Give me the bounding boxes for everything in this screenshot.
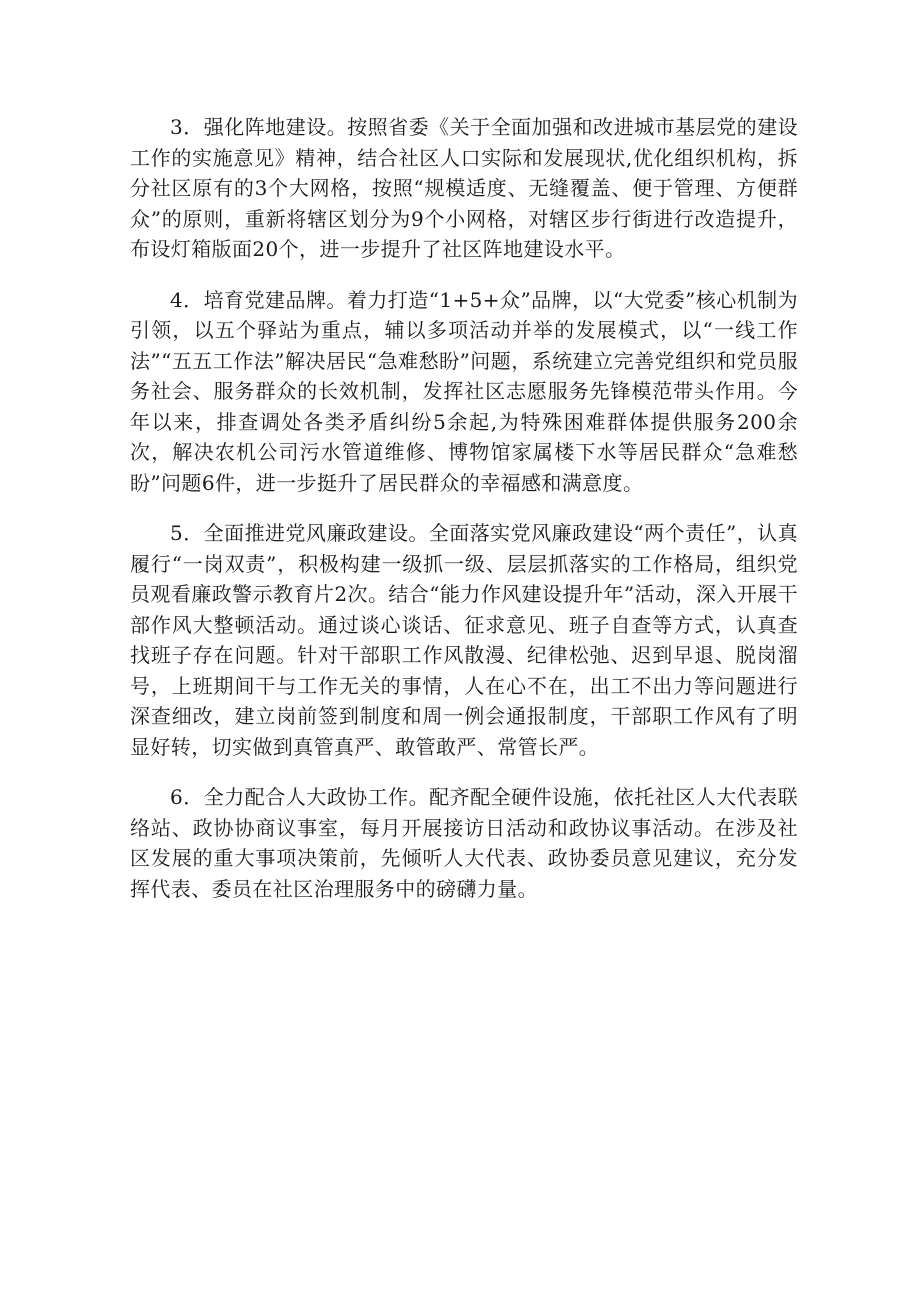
paragraph-4-party-brand: 4．培育党建品牌。着力打造“1+5+众”品牌，以“大党委”核心机制为引领，以五个驿站为重点，辅以多项活动并举的发展模式，以“一线工作法”“五五工作法”解决居民“急难愁盼”问题，系统建立完善党组织和党员服务社会、服务群众的长效机制，发挥社区志愿服务先锋模范带头作用。今年以来，排查调处各类矛盾纠纷5余起,为特殊困难群体提供服务200余次，解决农机公司污水管道维修、博物馆家属楼下水等居民群众“急难愁盼”问题6件，进一步挺升了居民群众的幸福感和满意度。 <box>130 287 798 495</box>
paragraph-3-position-building: 3．强化阵地建设。按照省委《关于全面加强和改进城市基层党的建设工作的实施意见》精神，结合社区人口实际和发展现状,优化组织机构，拆分社区原有的3个大网格，按照“规模适度、无缝覆盖、便于管理、方便群众”的原则，重新将辖区划分为9个小网格，对辖区步行街进行改造提升，布设灯箱版面20个，进一步提升了社区阵地建设水平。 <box>130 115 798 261</box>
document-body <box>130 112 798 924</box>
paragraph-6-npc-cppcc-work: 6．全力配合人大政协工作。配齐配全硬件设施，依托社区人大代表联络站、政协协商议事室，每月开展接访日活动和政协议事活动。在涉及社区发展的重大事项决策前，先倾听人大代表、政协委员意见建议，充分发挥代表、委员在社区治理服务中的磅礴力量。 <box>130 785 798 901</box>
paragraph-5-clean-governance: 5．全面推进党风廉政建设。全面落实党风廉政建设“两个责任”，认真履行“一岗双责”，积极构建一级抓一级、层层抓落实的工作格局，组织党员观看廉政警示教育片2次。结合“能力作风建设提升年”活动，深入开展干部作风大整顿活动。通过谈心谈话、征求意见、班子自查等方式，认真查找班子存在问题。针对干部职工作风散漫、纪律松弛、迟到早退、脱岗溜号，上班期间干与工作无关的事情，人在心不在，出工不出力等问题进行深查细改，建立岗前签到制度和周一例会通报制度，干部职工作风有了明显好转，切实做到真管真严、敢管敢严、常管长严。 <box>130 521 798 759</box>
